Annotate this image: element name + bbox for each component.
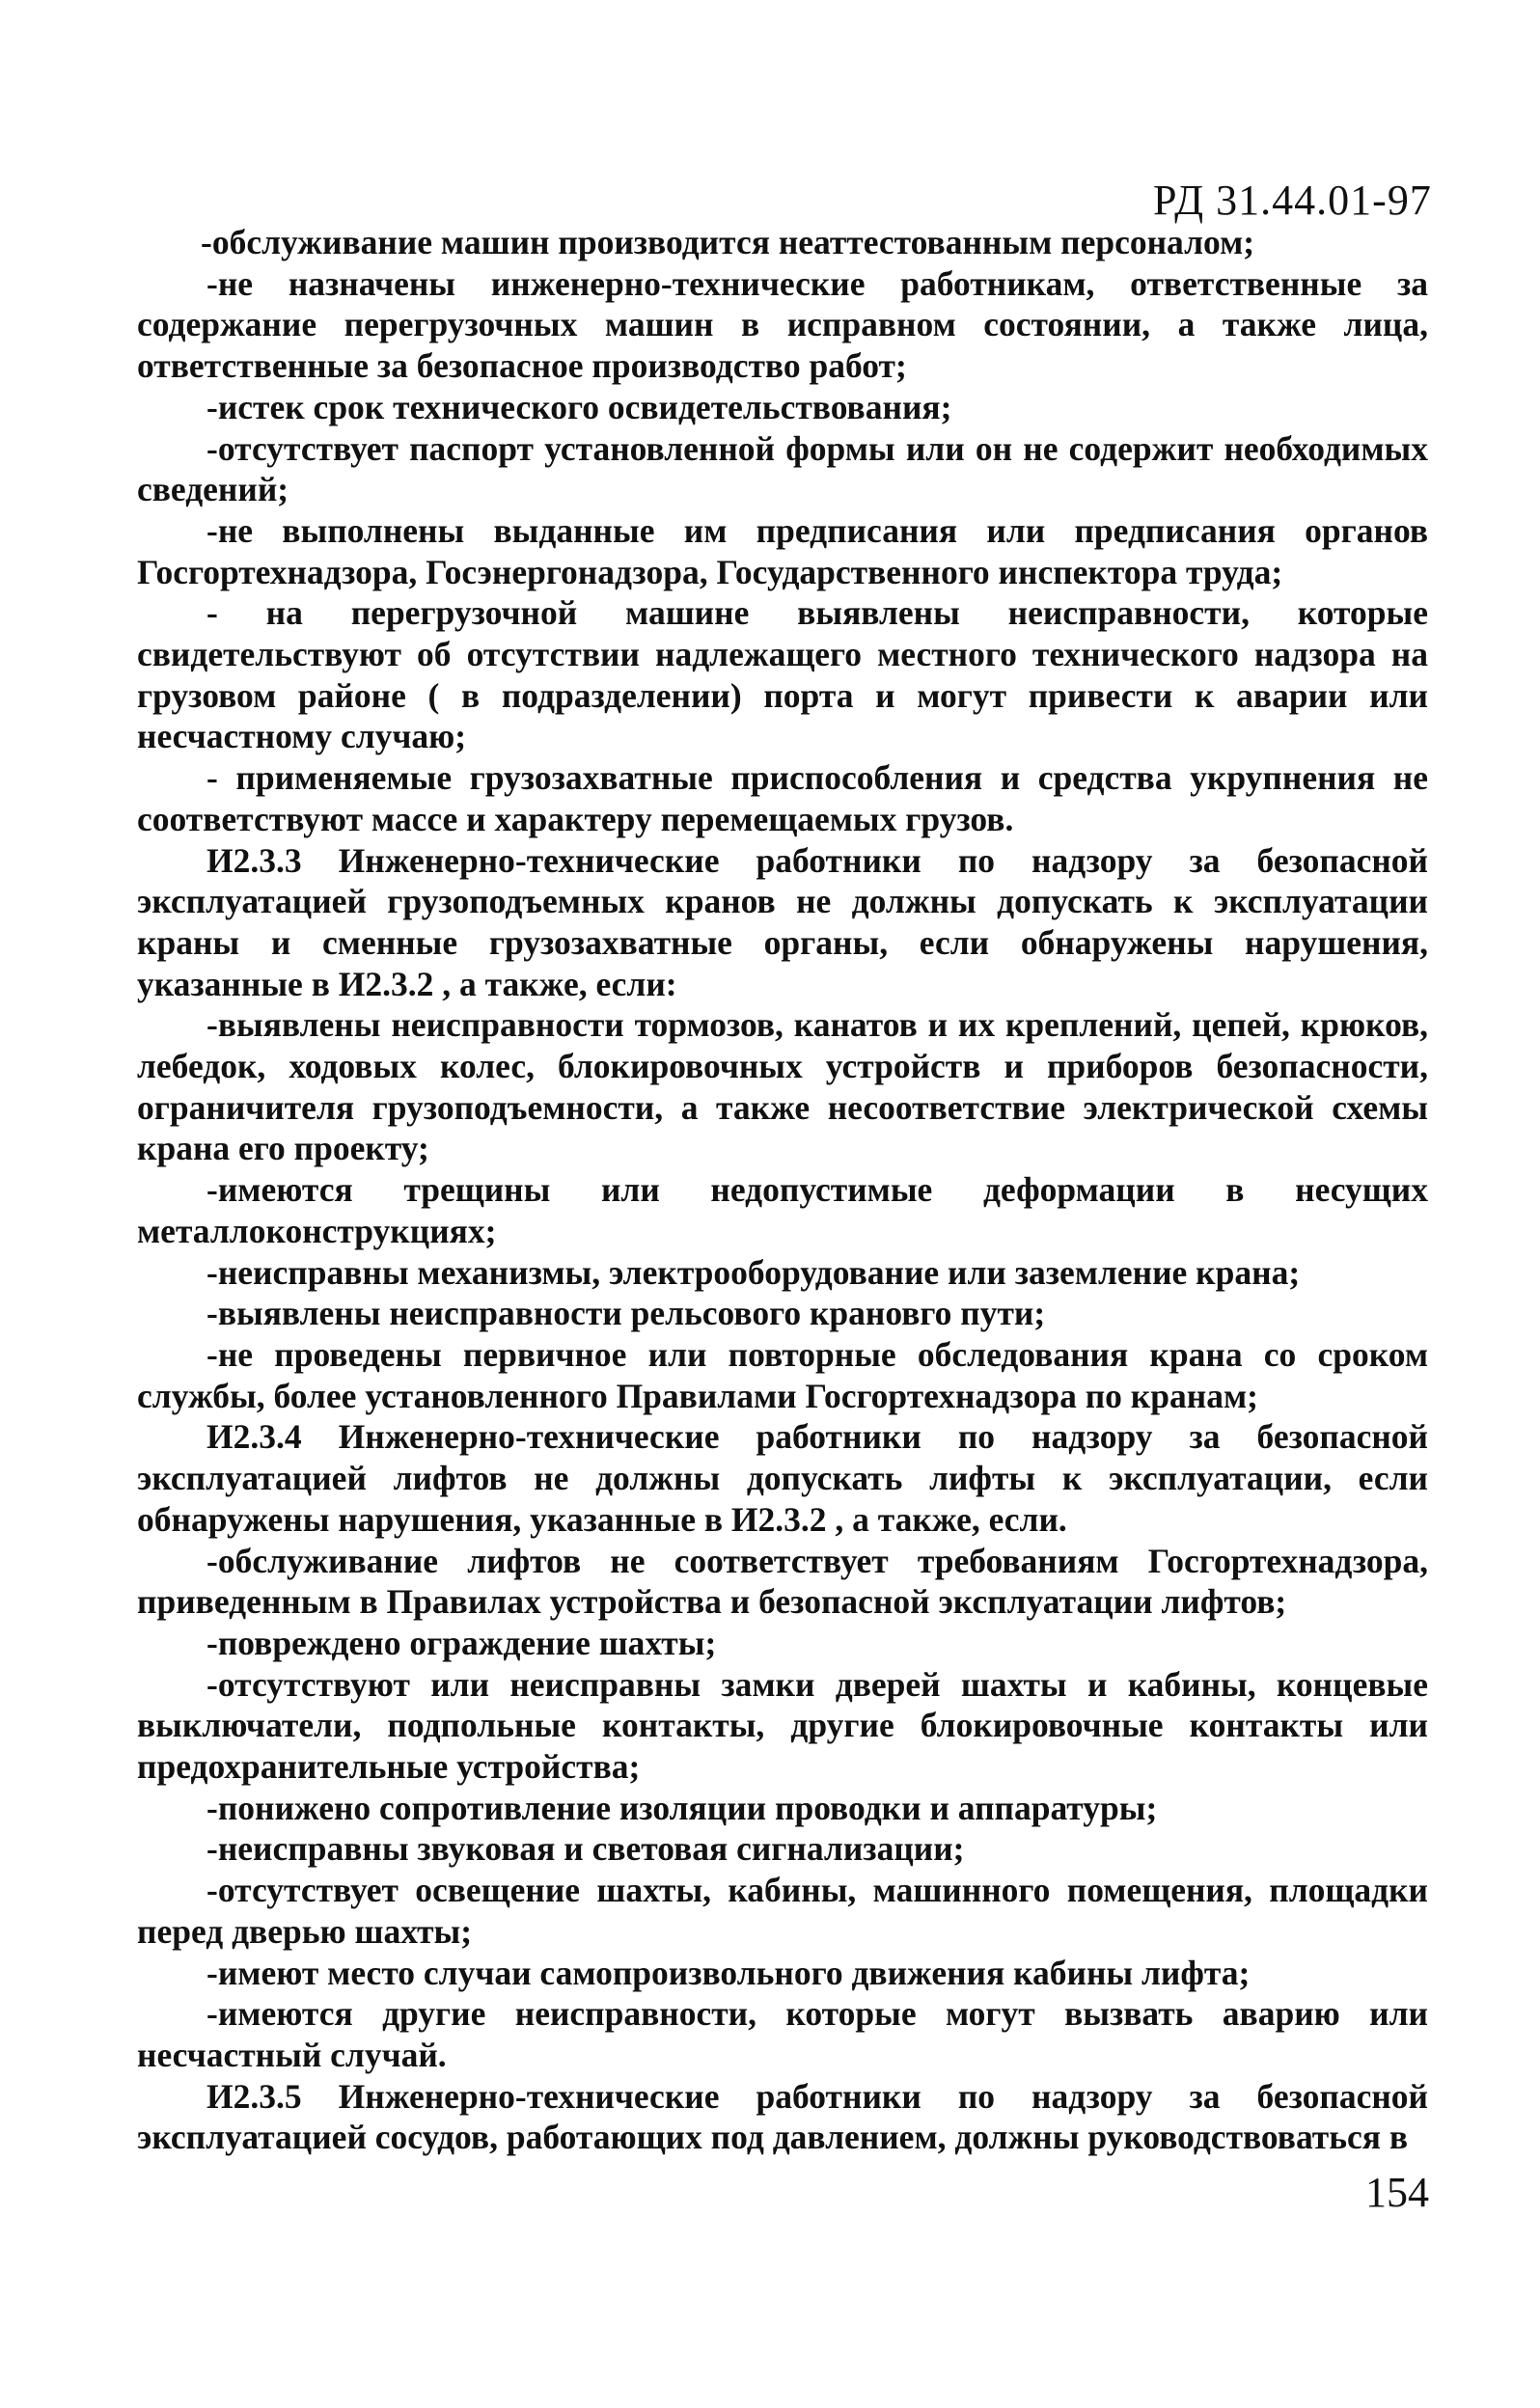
document-code: РД 31.44.01-97 — [1153, 177, 1432, 224]
paragraph: -имеются трещины или недопустимые деформации в несущих металлоконструкциях; — [137, 1170, 1428, 1250]
paragraph: -отсутствуют или неисправны замки дверей шахты и кабины, концевые выключатели, подпольные контакты, другие блокировочные контакты или предохранительные устройства; — [137, 1664, 1428, 1787]
paragraph: -отсутствует паспорт установленной формы или он не содержит необходимых сведений; — [137, 428, 1428, 509]
paragraph: -обслуживание лифтов не соответствует требованиям Госгортехнадзора, приведенным в Правилах устройства и безопасной эксплуатации лифтов; — [137, 1541, 1428, 1622]
paragraph: -отсутствует освещение шахты, кабины, машинного помещения, площадки перед дверью шахты; — [137, 1871, 1428, 1951]
paragraph: - на перегрузочной машине выявлены неисправности, которые свидетельствуют об отсутствии надлежащего местного технического надзора на грузовом районе ( в подразделении) порта и могут привести к аварии или несчастному случаю; — [137, 593, 1428, 756]
paragraph: -обслуживание машин производится неаттестованным персоналом; — [201, 223, 1255, 261]
paragraph: -имеются другие неисправности, которые могут вызвать аварию или несчастный случай. — [137, 1994, 1428, 2074]
paragraph: -имеют место случаи самопроизвольного движения кабины лифта; — [206, 1953, 1251, 1992]
paragraph: - применяемые грузозахватные приспособления и средства укрупнения не соответствуют массе и характеру перемещаемых грузов. — [137, 758, 1428, 838]
section-paragraph: И2.3.3 Инженерно-технические работники по надзору за безопасной эксплуатацией грузоподъемных кранов не должны допускать к эксплуатации краны и сменные грузозахватные органы, если обнаружены нарушения, указанные в И2.3.2 , а также, если: — [137, 840, 1428, 1003]
paragraph: -неисправны механизмы, электрооборудование или заземление крана; — [206, 1252, 1301, 1292]
paragraph: -неисправны звуковая и световая сигнализации; — [206, 1829, 965, 1869]
page-number: 154 — [1365, 2169, 1429, 2216]
paragraph: -не назначены инженерно-технические работникам, ответственные за содержание перегрузочных машин в исправном состоянии, а также лица, ответственные за безопасное производство работ; — [137, 263, 1428, 386]
body-text — [137, 222, 1428, 2158]
paragraph: -истек срок технического освидетельствования; — [206, 387, 952, 426]
paragraph: -не проведены первичное или повторные обследования крана со сроком службы, более установленного Правилами Госгортехнадзора по кранам; — [137, 1334, 1428, 1415]
section-paragraph: И2.3.5 Инженерно-технические работники по надзору за безопасной эксплуатацией сосудов, работающих под давлением, должны руководствоваться в — [137, 2076, 1428, 2157]
paragraph: -понижено сопротивление изоляции проводки и аппаратуры; — [206, 1788, 1158, 1827]
paragraph: -выявлены неисправности тормозов, канатов и их креплений, цепей, крюков, лебедок, ходовых колес, блокировочных устройств и приборов безопасности, ограничителя грузоподъемности, а также несоответствие электрической схемы крана его проекту; — [137, 1005, 1428, 1168]
paragraph: -повреждено ограждение шахты; — [206, 1623, 717, 1662]
section-paragraph: И2.3.4 Инженерно-технические работники по надзору за безопасной эксплуатацией лифтов не должны допускать лифты к эксплуатации, если обнаружены нарушения, указанные в И2.3.2 , а также, если. — [137, 1417, 1428, 1539]
paragraph: -выявлены неисправности рельсового крановго пути; — [206, 1294, 1046, 1333]
paragraph: -не выполнены выданные им предписания или предписания органов Госгортехнадзора, Госэнергонадзора, Государственного инспектора труда; — [137, 510, 1428, 591]
